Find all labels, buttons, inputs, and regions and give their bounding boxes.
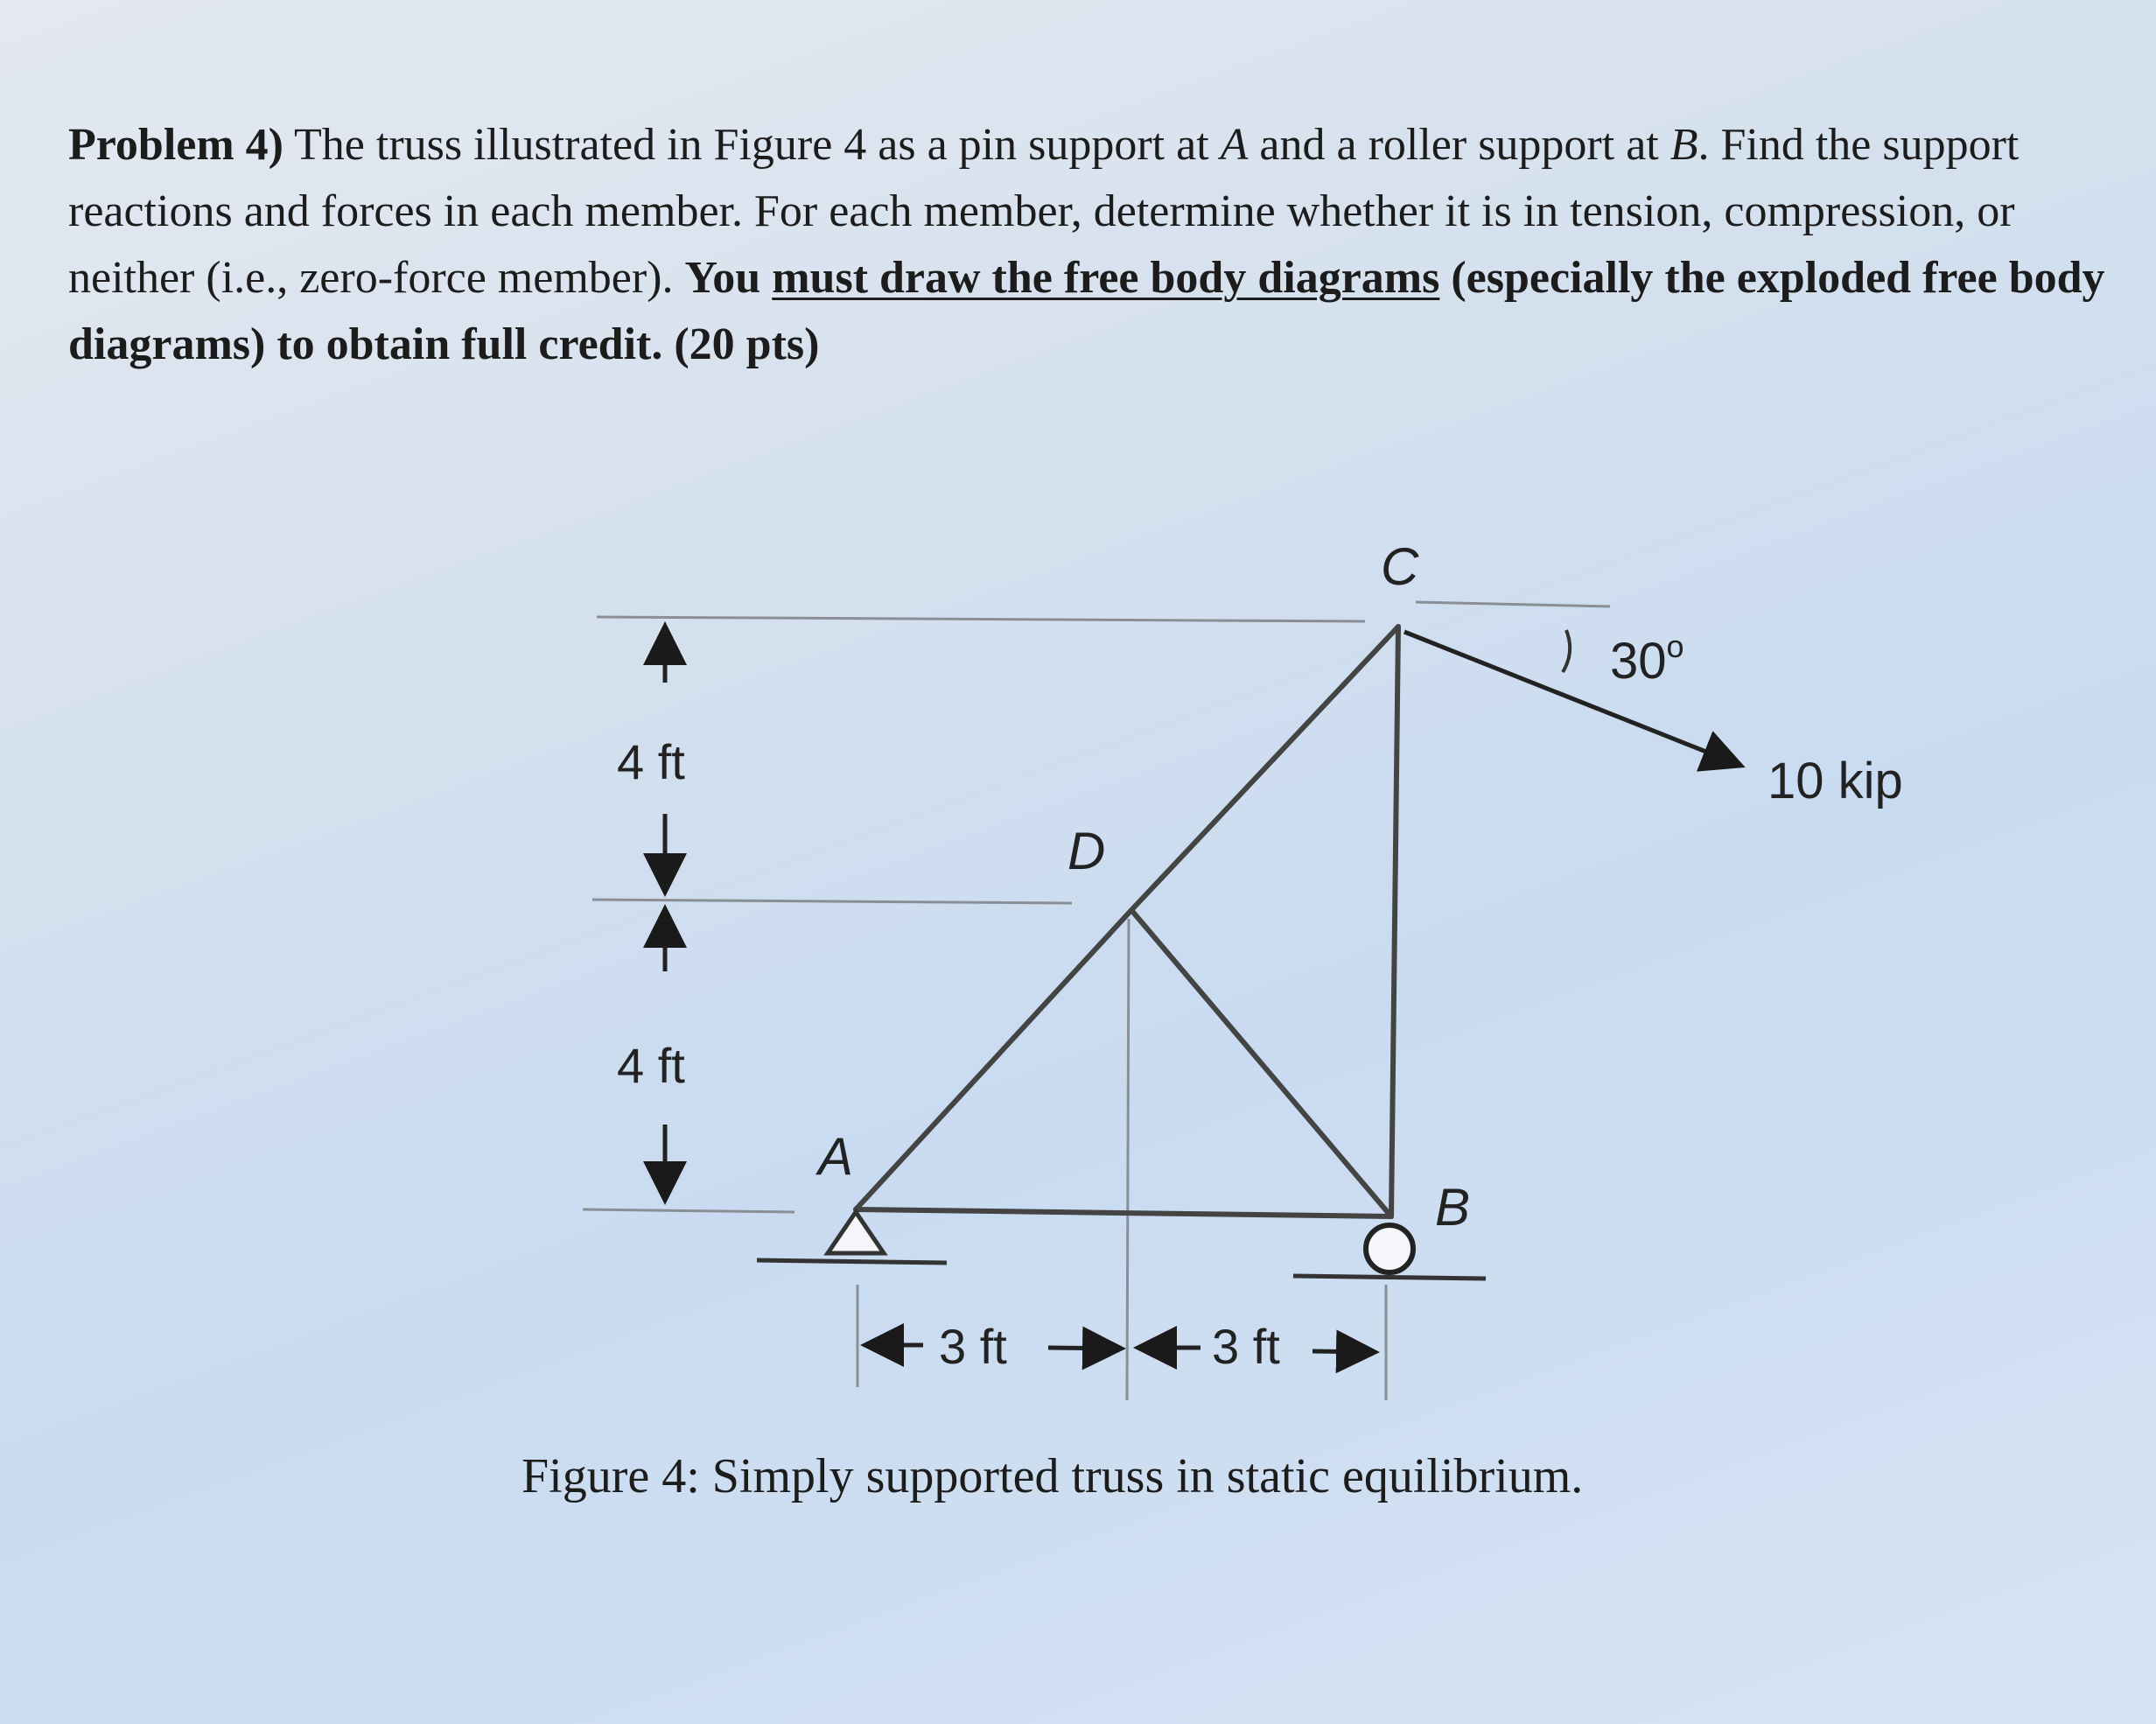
left-width-label: 3 ft <box>939 1319 1007 1374</box>
problem-underline: must draw the free body diagrams <box>772 253 1440 303</box>
problem-bold-2: (especially the exploded free body diagrams) to obtain full credit. (20 pts) <box>68 253 2105 369</box>
upper-height-label: 4 ft <box>617 734 685 789</box>
member-ab <box>856 1209 1391 1216</box>
lower-height-label: 4 ft <box>617 1038 685 1093</box>
problem-label: Problem 4) <box>68 120 284 170</box>
problem-text-2: and a roller support at <box>1248 120 1670 170</box>
joint-label-d: D <box>1068 822 1106 880</box>
left-dim-arrow-right <box>1048 1348 1122 1349</box>
right-dim-arrow-right <box>1312 1351 1376 1352</box>
problem-bold-1: You <box>684 253 773 303</box>
joint-label-b: B <box>1435 1178 1471 1237</box>
angle-arc <box>1563 630 1570 672</box>
bottom-reference-line <box>583 1209 794 1212</box>
load-angle-label <box>1610 628 1684 690</box>
problem-text-3: . Find the support reactions and forces in each member. For each member, determine whether it is in tension, compression, or neither (i.e., zero-force member). <box>68 120 2020 303</box>
top-reference-line <box>597 617 1365 621</box>
problem-point-b: B <box>1670 120 1698 170</box>
d-vertical-reference <box>1127 919 1129 1400</box>
load-reference-line <box>1416 602 1610 606</box>
member-ad <box>856 910 1131 1209</box>
load-angle-value: 30 <box>1610 633 1667 690</box>
problem-point-a: A <box>1220 120 1249 170</box>
figure-caption: Figure 4: Simply supported truss in static equilibrium. <box>522 1449 1584 1503</box>
load-arrow <box>1404 632 1741 766</box>
load-magnitude-label: 10 kip <box>1768 753 1903 809</box>
mid-reference-line <box>592 900 1072 903</box>
member-db <box>1131 910 1391 1216</box>
joint-label-a: A <box>818 1127 854 1186</box>
joint-label-c: C <box>1381 537 1419 596</box>
member-cb <box>1391 627 1398 1216</box>
load-angle-unit: o <box>1666 628 1684 664</box>
problem-text-1: The truss illustrated in Figure 4 as a pin support at <box>283 120 1221 170</box>
member-dc <box>1131 627 1398 910</box>
right-width-label: 3 ft <box>1212 1319 1280 1374</box>
pin-support-a <box>757 1212 947 1263</box>
